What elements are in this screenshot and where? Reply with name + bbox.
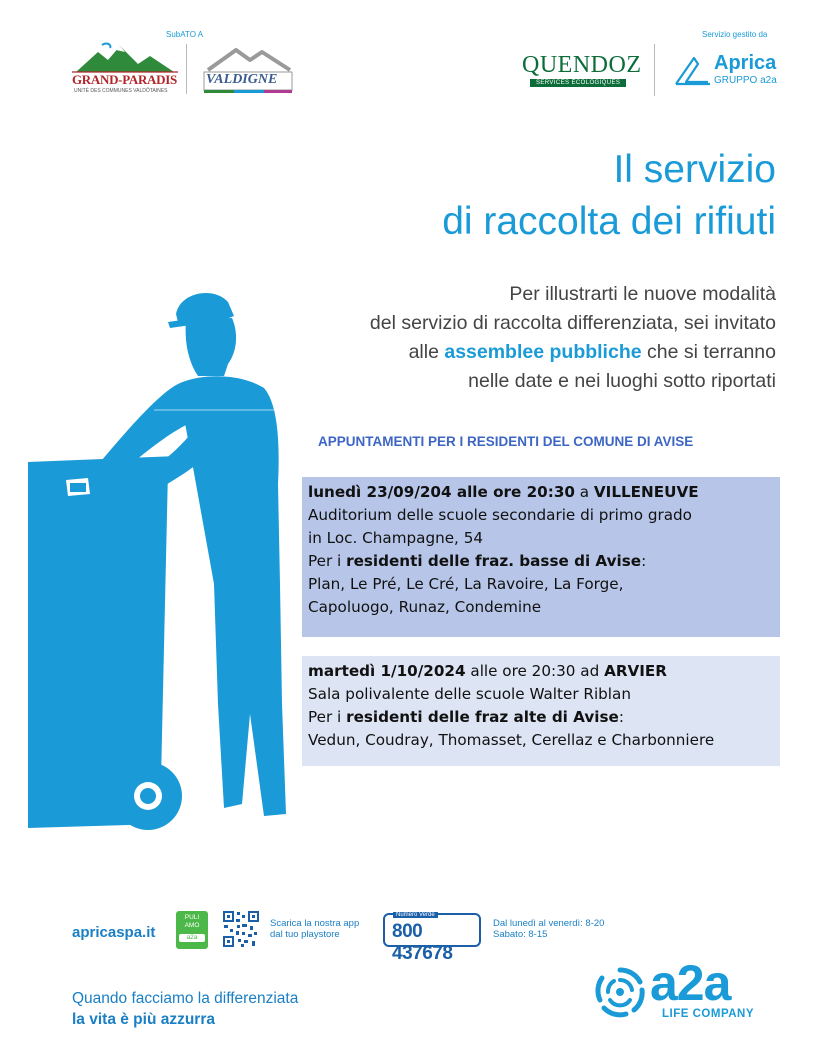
intro-text: [370, 280, 776, 396]
puliamo-line-3: a2a: [179, 934, 205, 942]
a2a-logo: [592, 955, 762, 1026]
meeting-1-places-2: Capoluogo, Runaz, Condemine: [308, 598, 542, 616]
meeting-1-venue: Auditorium delle scuole secondarie di primo grado: [308, 506, 692, 524]
qr-code-icon[interactable]: [222, 910, 260, 948]
meeting-1-town: VILLENEUVE: [593, 483, 699, 501]
numero-verde-label: Numero Verde: [393, 912, 438, 918]
service-caption: Servizio gestito da: [702, 30, 768, 39]
intro-line-4: nelle date e nei luoghi sotto riportati: [468, 370, 776, 392]
meeting-2-audience-post: :: [618, 708, 624, 726]
valdigne-brand: VALDIGNE: [206, 72, 278, 87]
meeting-card-arvier: [302, 656, 780, 766]
intro-line-1: Per illustrarti le nuove modalità: [509, 283, 776, 305]
quendoz-logo: [522, 52, 640, 92]
aprica-logo: [672, 50, 782, 90]
hours-line-1: Dal lunedì al venerdì: 8-20: [493, 918, 605, 929]
meeting-2-venue: Sala polivalente delle scuole Walter Riblan: [308, 685, 631, 703]
meeting-2-date: martedì 1/10/2024: [308, 662, 466, 680]
meeting-2-audience-group: residenti delle fraz alte di Avise: [346, 708, 619, 726]
meeting-2-time: alle ore 20:30 ad: [465, 662, 605, 680]
tagline-line-2: la vita è più azzurra: [72, 1011, 215, 1028]
meeting-1-date: lunedì 23/09/204 alle ore 20:30: [308, 483, 575, 501]
subato-caption: SubATO A: [166, 30, 204, 39]
a2a-sphere-logo: [592, 964, 648, 1020]
grand-paradis-subtitle: UNITÉ DES COMMUNES VALDÔTAINES: [74, 88, 168, 94]
title-line-2: di raccolta dei rifiuti: [442, 200, 776, 243]
aprica-group: GRUPPO a2a: [714, 75, 777, 86]
intro-line-3-pre: alle: [408, 341, 445, 363]
intro-line-2: del servizio di raccolta differenziata, sei invitato: [369, 312, 776, 334]
puliamo-line-2: AMO: [184, 922, 200, 929]
numero-verde-box[interactable]: [383, 912, 481, 964]
app-download-text: [270, 918, 359, 940]
intro-line-3-post: che si terranno: [641, 341, 776, 363]
page-title: [442, 144, 776, 248]
meeting-2-places: Vedun, Coudray, Thomasset, Cerellaz e Charbonniere: [308, 731, 715, 749]
tagline-line-1: Quando facciamo la differenziata: [72, 990, 299, 1007]
meeting-2-audience-pre: Per i: [308, 708, 347, 726]
hours-line-2: Sabato: 8-15: [493, 929, 548, 940]
meeting-2-heading: [308, 660, 780, 683]
aprica-mark-icon: [672, 52, 712, 88]
grand-paradis-logo: [72, 42, 178, 94]
meeting-2-audience: [308, 706, 780, 729]
intro-highlight: assemblee pubbliche: [444, 341, 642, 363]
section-title: APPUNTAMENTI PER I RESIDENTI DEL COMUNE DI AVISE: [318, 434, 694, 449]
header-divider-left: [186, 44, 187, 94]
opening-hours: [493, 918, 604, 940]
puliamo-app-icon[interactable]: [176, 911, 208, 949]
grand-paradis-brand: GRAND-PARADIS: [72, 72, 177, 87]
meeting-1-places-1: Plan, Le Pré, Le Cré, La Ravoire, La Forge,: [308, 575, 624, 593]
aprica-brand: Aprica: [714, 52, 777, 74]
website-link[interactable]: apricaspa.it: [72, 924, 156, 941]
header-divider-right: [654, 44, 655, 96]
grand-paradis-mountain-icon: [72, 42, 178, 74]
meeting-2-town: ARVIER: [604, 662, 667, 680]
valdigne-logo: [198, 46, 298, 94]
intro-line-3: [370, 338, 776, 367]
numero-verde-number: 800 437678: [392, 921, 453, 964]
meeting-1-audience: [308, 550, 780, 573]
meeting-1-audience-pre: Per i: [308, 552, 347, 570]
app-line-1: Scarica la nostra app: [270, 918, 360, 929]
meeting-1-audience-group: residenti delle fraz. basse di Avise: [346, 552, 642, 570]
worker-silhouette-illustration: [28, 284, 298, 850]
meeting-card-villeneuve: [302, 477, 780, 637]
app-line-2: dal tuo playstore: [270, 929, 340, 940]
meeting-1-address: in Loc. Champagne, 54: [308, 529, 484, 547]
footer-tagline: [72, 988, 298, 1030]
a2a-subtitle: LIFE COMPANY: [662, 1008, 755, 1020]
title-line-1: Il servizio: [613, 148, 776, 191]
meeting-1-audience-post: :: [641, 552, 647, 570]
a2a-wordmark: a2a: [650, 955, 731, 1011]
meeting-1-heading: [308, 481, 780, 504]
quendoz-tagline: SERVICES ÉCOLOGIQUES: [530, 79, 626, 87]
puliamo-line-1: PULI: [184, 914, 200, 921]
meeting-1-prep: a: [574, 483, 594, 501]
quendoz-brand: QUENDOZ: [522, 52, 642, 78]
